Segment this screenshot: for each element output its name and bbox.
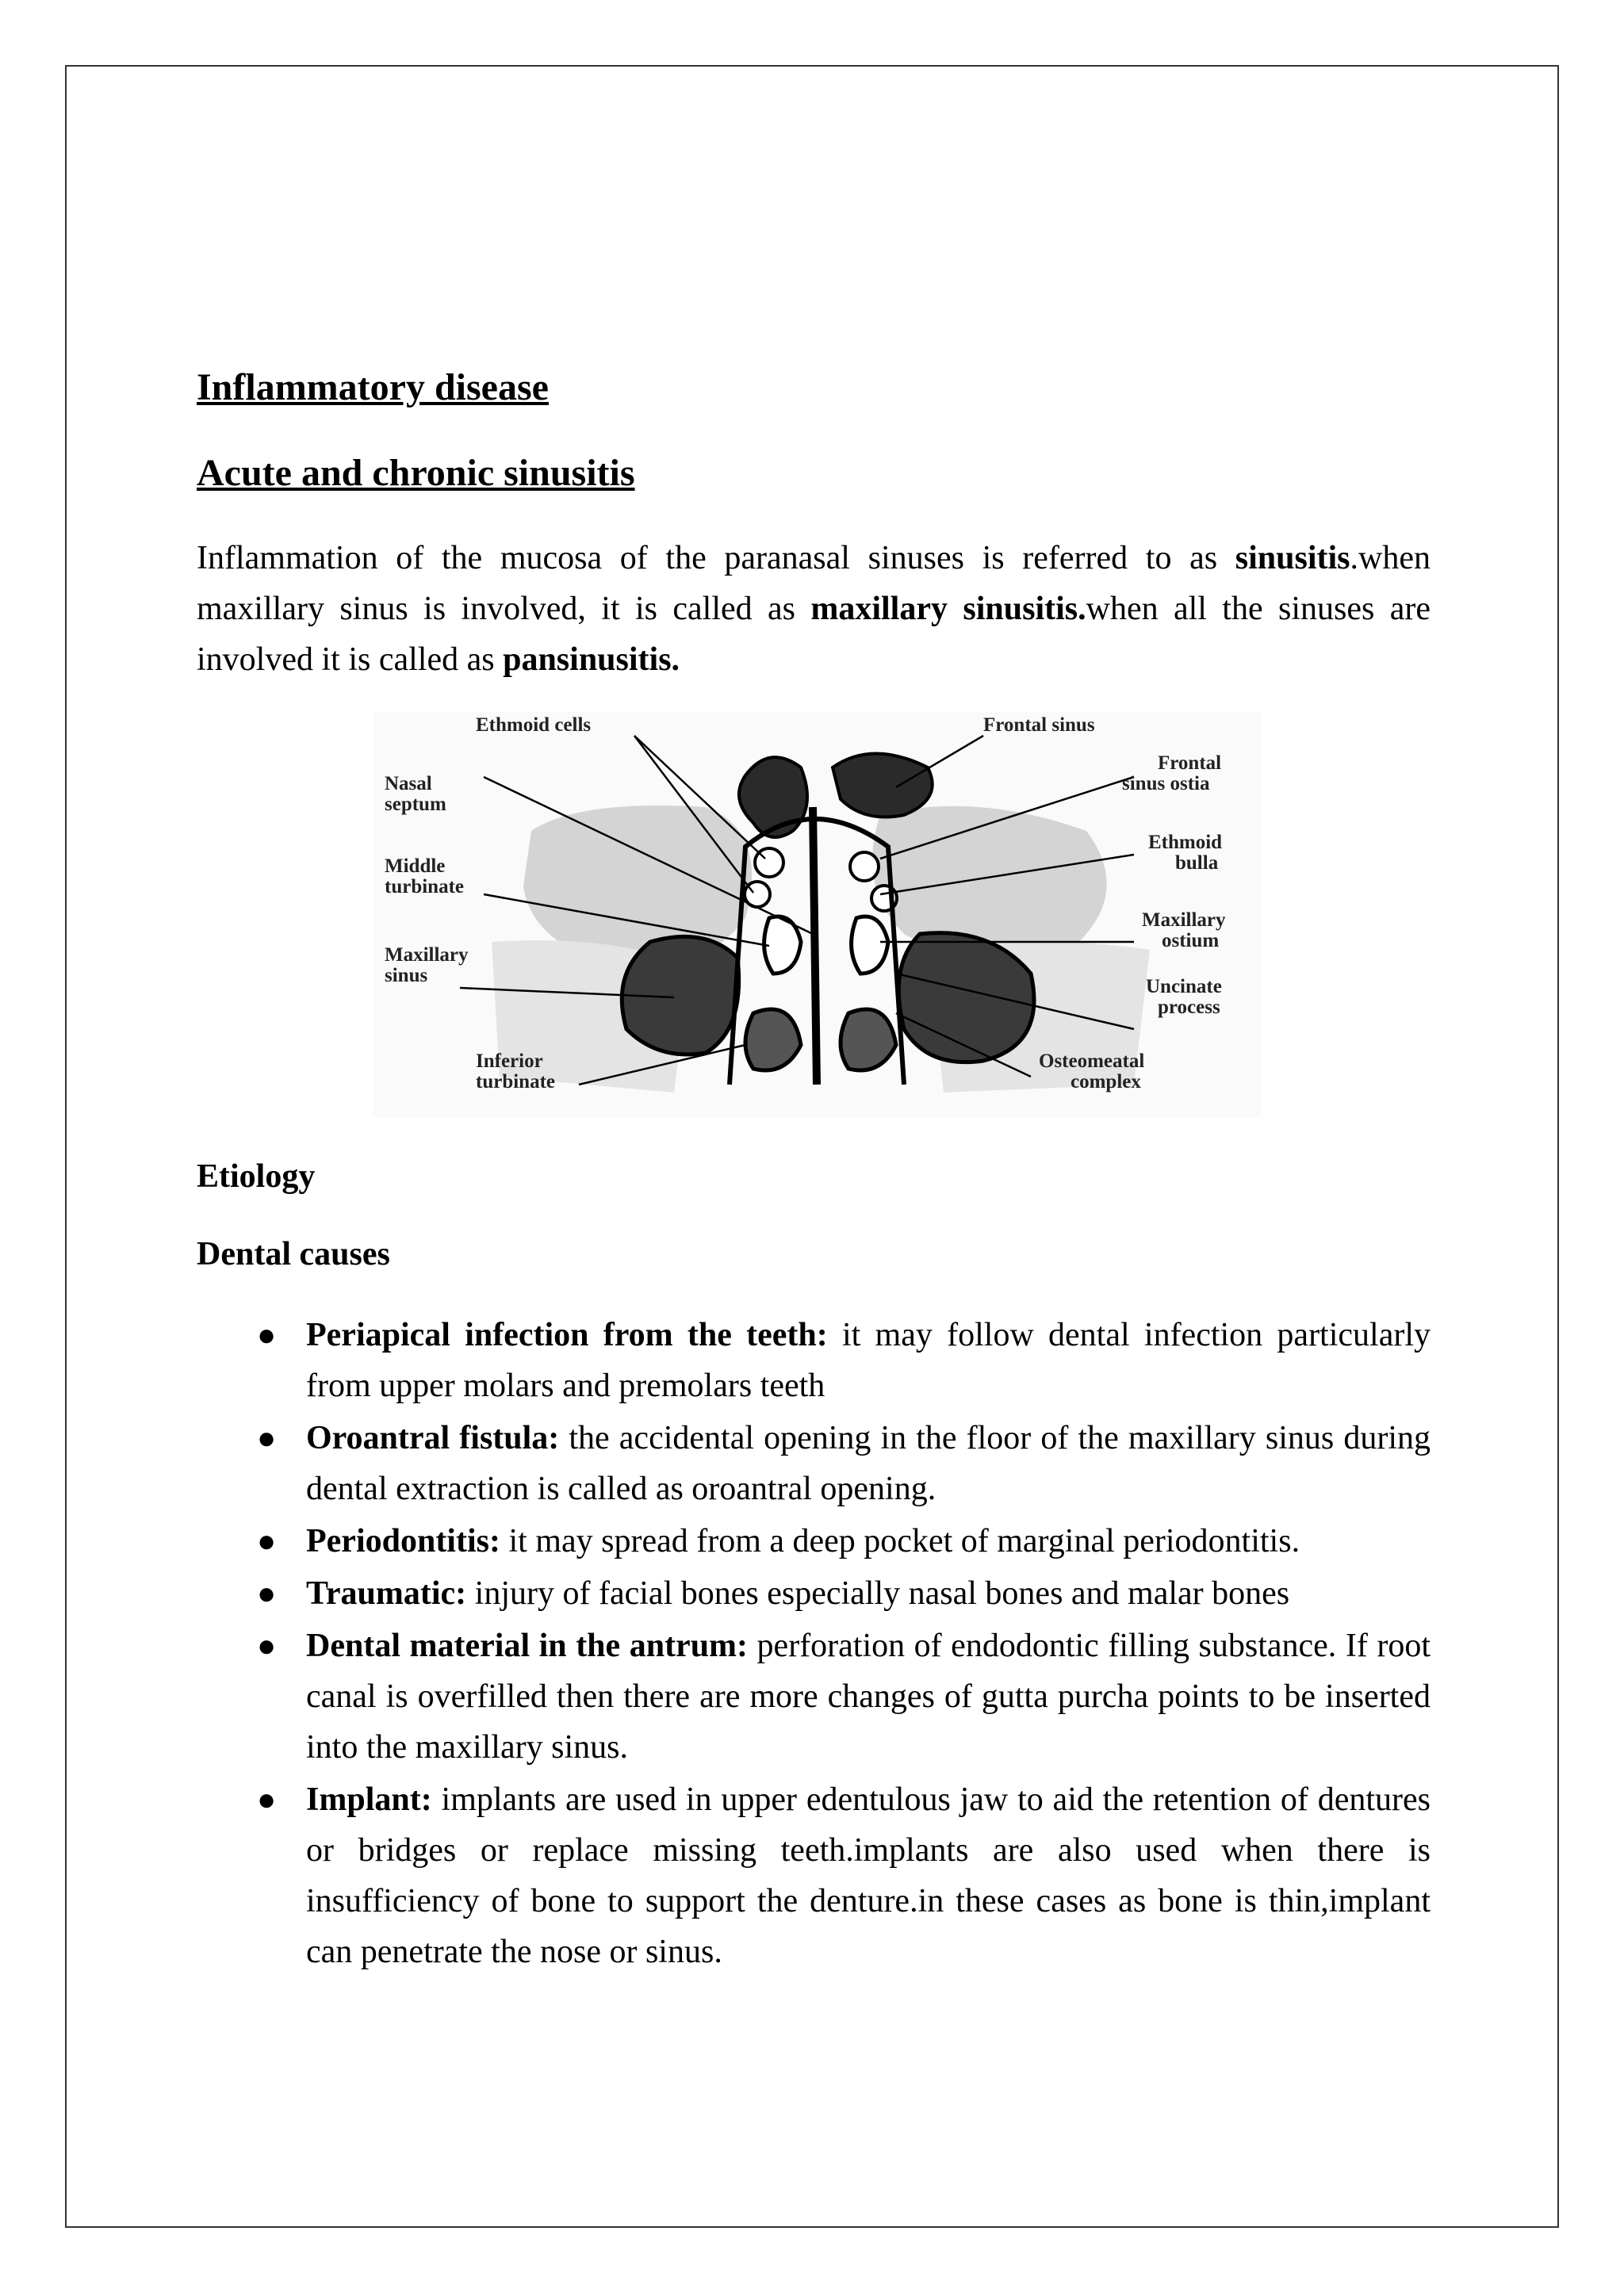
intro-paragraph bbox=[197, 533, 1431, 685]
cause-text: the accidental opening in the floor of the maxillary sinus during dental extraction is called as oroantral opening. bbox=[306, 1420, 1431, 1507]
term-maxillary-sinusitis: maxillary sinusitis. bbox=[810, 591, 1086, 627]
label-septum: septum bbox=[385, 794, 446, 815]
label-maxillary-sinus: Maxillary bbox=[385, 944, 469, 966]
cause-term: Traumatic: bbox=[306, 1575, 467, 1612]
list-item bbox=[197, 1516, 1431, 1567]
label-middle: Middle bbox=[385, 855, 446, 877]
sinus-diagram bbox=[373, 712, 1261, 1118]
label-frontal: Frontal bbox=[1158, 752, 1222, 774]
cause-text: perforation of endodontic filling substance. If root canal is overfilled then there are more changes of gutta purcha points to be inserted into the maxillary sinus. bbox=[306, 1628, 1431, 1766]
cause-term: Periodontitis: bbox=[306, 1523, 500, 1559]
list-item bbox=[197, 1413, 1431, 1514]
bullet-icon: ● bbox=[257, 1781, 277, 1817]
dental-causes-heading: Dental causes bbox=[197, 1236, 390, 1272]
label-ethmoid-cells: Ethmoid cells bbox=[476, 714, 592, 736]
intro-text-3: when all the sinuses are involved it is called as bbox=[197, 591, 1431, 678]
section-subtitle: Acute and chronic sinusitis bbox=[197, 452, 635, 494]
cause-text: it may follow dental infection particularly from upper molars and premolars teeth bbox=[306, 1317, 1431, 1404]
label-bulla: bulla bbox=[1175, 852, 1219, 874]
cause-term: Dental material in the antrum: bbox=[306, 1628, 749, 1664]
bullet-icon: ● bbox=[257, 1317, 277, 1353]
label-ethmoid: Ethmoid bbox=[1148, 832, 1223, 853]
label-turbinate-inferior: turbinate bbox=[476, 1071, 555, 1093]
label-nasal: Nasal bbox=[385, 773, 432, 794]
term-pansinusitis: pansinusitis. bbox=[503, 641, 680, 678]
label-complex: complex bbox=[1071, 1071, 1141, 1093]
label-maxillary: Maxillary bbox=[1142, 909, 1226, 931]
intro-text-1: Inflammation of the mucosa of the paranasal sinuses is referred to as bbox=[197, 540, 1235, 576]
dental-causes-list bbox=[197, 1310, 1431, 1979]
intro-text-2: .when maxillary sinus is involved, it is called as bbox=[197, 540, 1431, 627]
cause-term: Implant: bbox=[306, 1781, 432, 1818]
cause-text: injury of facial bones especially nasal bones and malar bones bbox=[466, 1575, 1290, 1612]
sinus-anatomy-figure bbox=[373, 712, 1261, 1118]
label-uncinate: Uncinate bbox=[1146, 976, 1222, 997]
label-turbinate: turbinate bbox=[385, 876, 464, 897]
etiology-heading: Etiology bbox=[197, 1158, 316, 1195]
label-ostium: ostium bbox=[1162, 930, 1220, 951]
bullet-icon: ● bbox=[257, 1628, 277, 1663]
section-title: Inflammatory disease bbox=[197, 366, 549, 408]
label-process: process bbox=[1158, 997, 1220, 1018]
list-item bbox=[197, 1621, 1431, 1773]
cause-text: implants are used in upper edentulous jaw to aid the retention of dentures or bridges or replace missing teeth.implants are also used when there is insufficiency of bone to support the denture.in these cases as bone is thin,implant can penetrate the nose or sinus. bbox=[306, 1781, 1431, 1970]
bullet-icon: ● bbox=[257, 1575, 277, 1611]
bullet-icon: ● bbox=[257, 1523, 277, 1559]
list-item bbox=[197, 1568, 1431, 1619]
cause-term: Oroantral fistula: bbox=[306, 1420, 560, 1456]
bullet-icon: ● bbox=[257, 1420, 277, 1456]
term-sinusitis: sinusitis bbox=[1235, 540, 1350, 576]
cause-term: Periapical infection from the teeth: bbox=[306, 1317, 828, 1353]
list-item bbox=[197, 1310, 1431, 1411]
label-osteomeatal: Osteomeatal bbox=[1039, 1050, 1145, 1072]
label-frontal-sinus: Frontal sinus bbox=[983, 714, 1095, 736]
list-item bbox=[197, 1774, 1431, 1977]
label-inferior: Inferior bbox=[476, 1050, 543, 1072]
cause-text: it may spread from a deep pocket of marginal periodontitis. bbox=[500, 1523, 1300, 1559]
label-sinus: sinus bbox=[385, 965, 428, 986]
label-sinus-ostia: sinus ostia bbox=[1122, 773, 1210, 794]
